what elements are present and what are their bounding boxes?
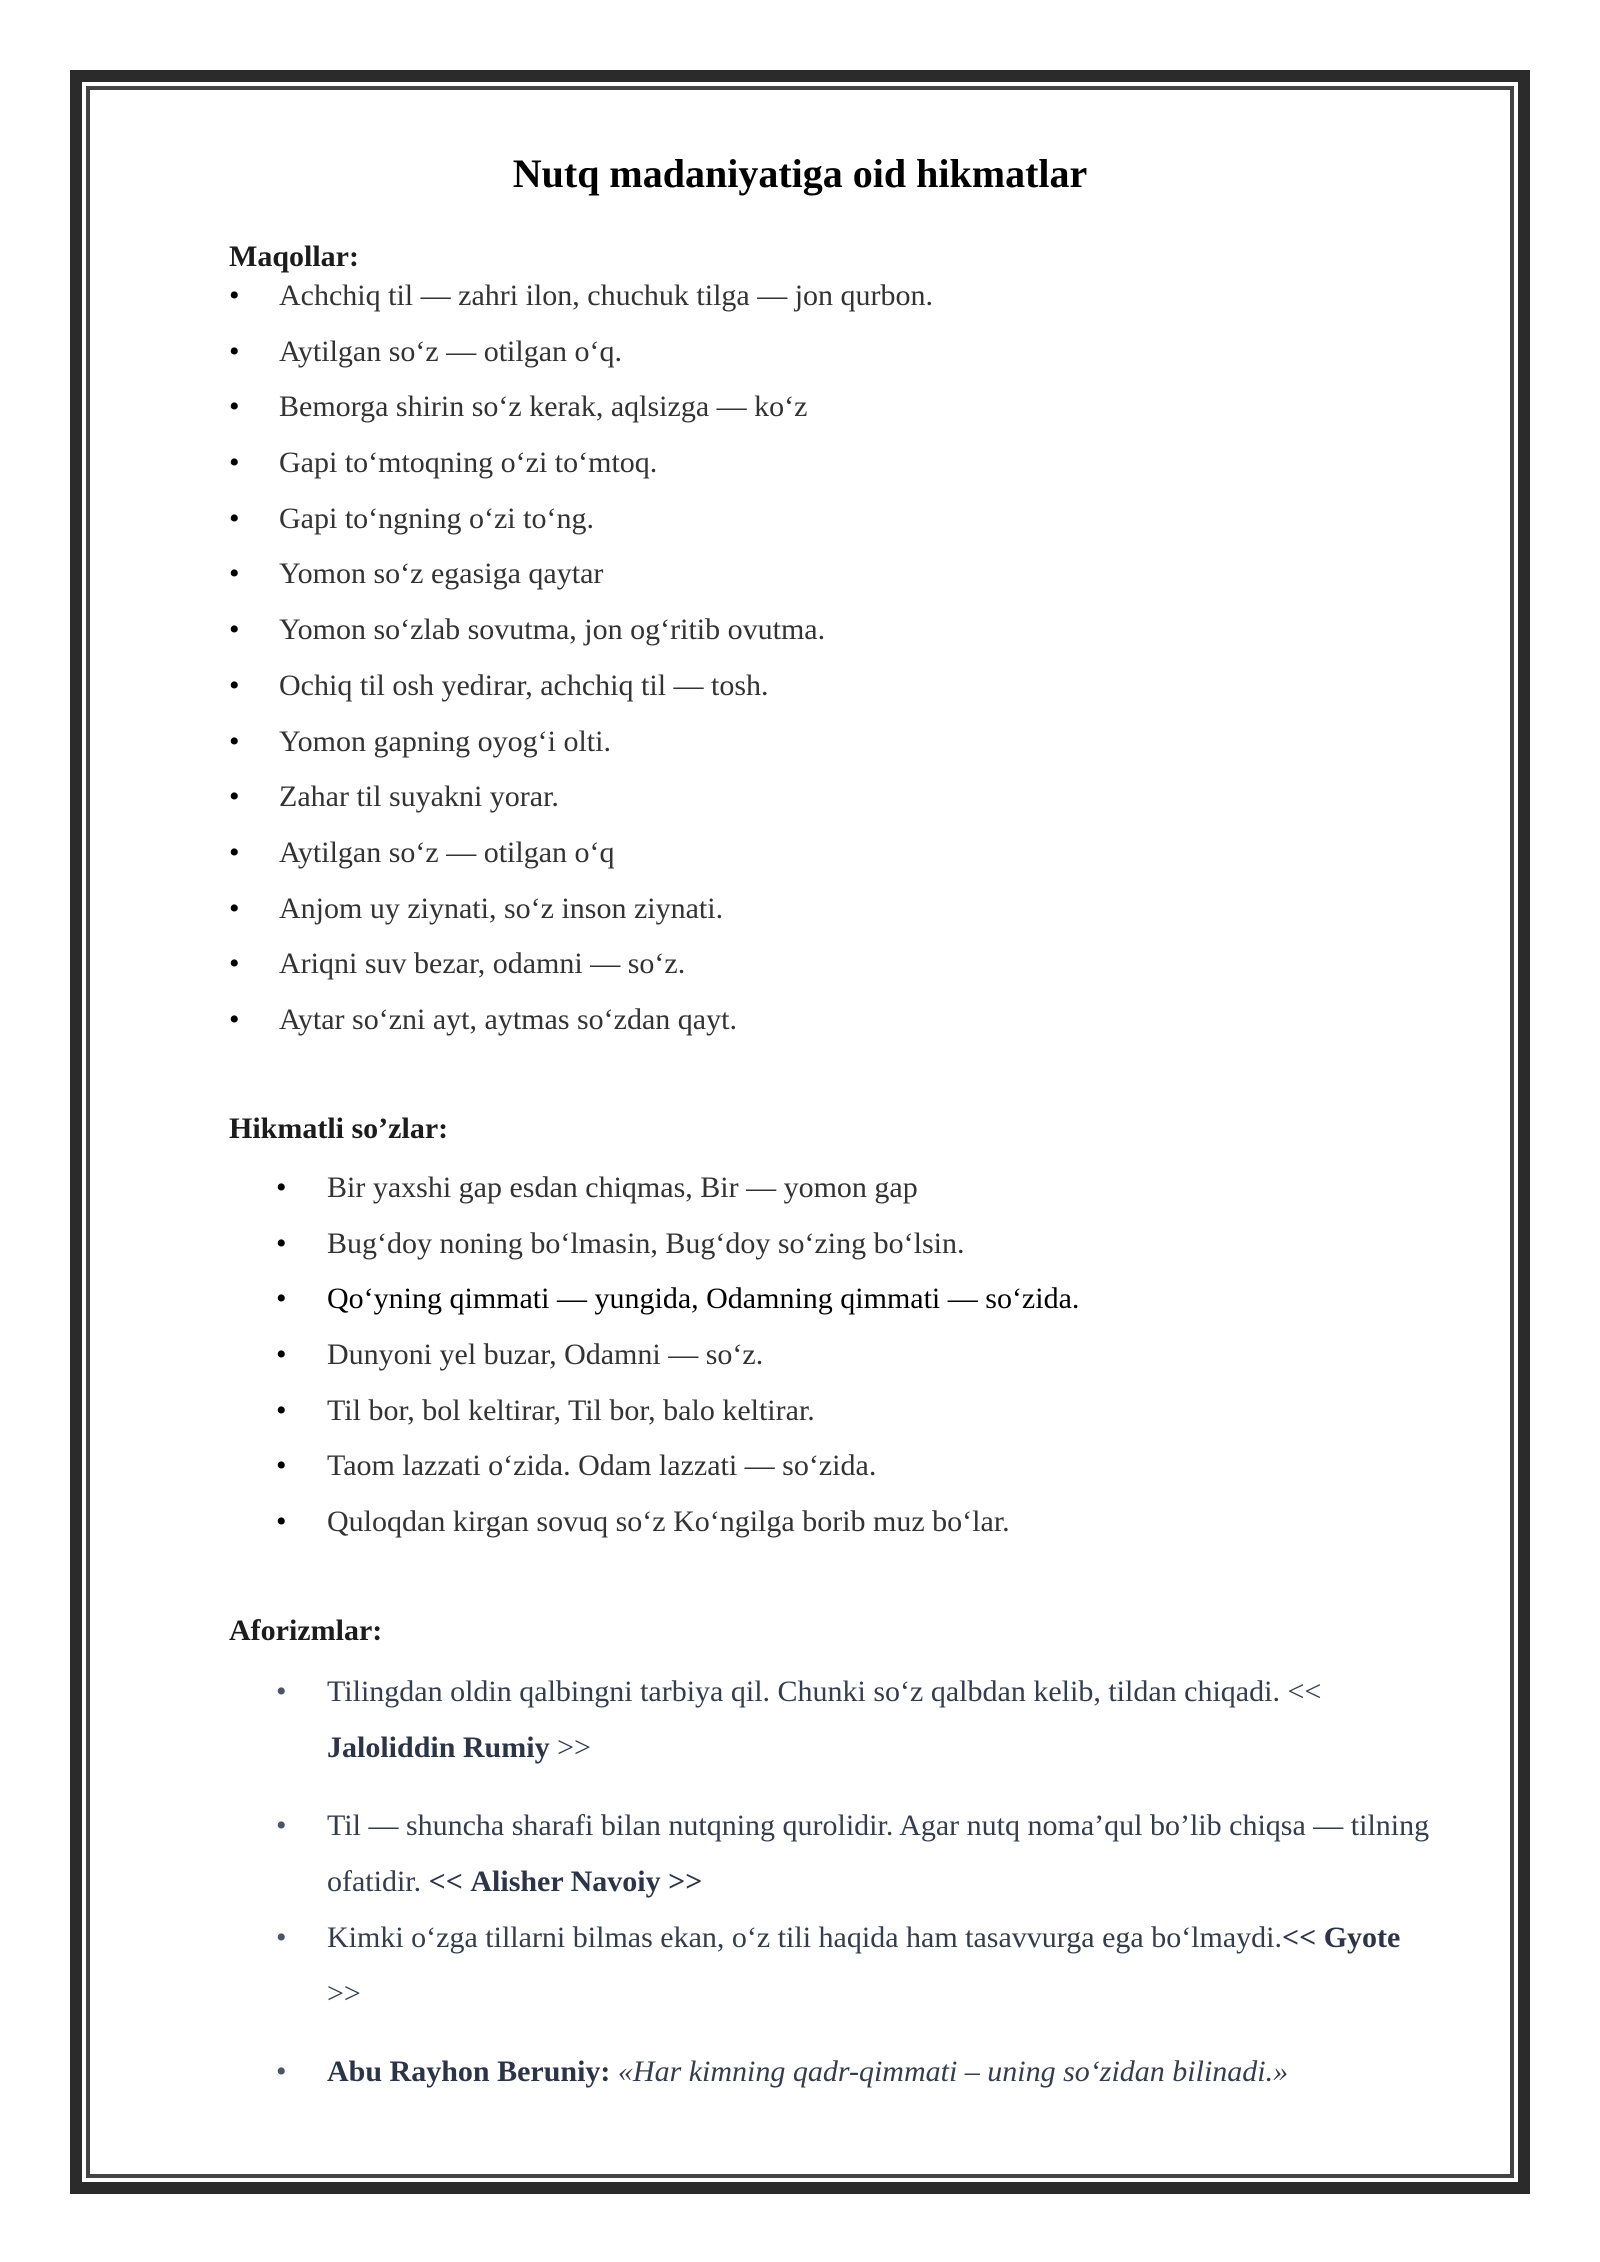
list-item: • Gapi to‘ngning o‘zi to‘ng. bbox=[229, 499, 933, 555]
list-item: • Achchiq til — zahri ilon, chuchuk tilga — jon qurbon. bbox=[229, 276, 933, 332]
aforizm-author: Gyote bbox=[1323, 1921, 1401, 1954]
bullet-icon: • bbox=[229, 724, 240, 758]
aforizm-quote: «Har kimning qadr-qimmati – uning so‘zidan bilinadi.» bbox=[617, 2055, 1289, 2088]
aforizm-text: Kimki o‘zga tillarni bilmas ekan, o‘z tili haqida ham tasavvurga ega bo‘lmaydi. bbox=[327, 1921, 1283, 1954]
bullet-icon: • bbox=[276, 1449, 287, 1483]
bullet-icon: • bbox=[276, 1921, 287, 1954]
section-heading-hikmatli: Hikmatli so’zlar: bbox=[229, 1112, 449, 1145]
list-item: • Anjom uy ziynati, so‘z inson ziynati. bbox=[229, 889, 933, 945]
bullet-icon: • bbox=[229, 390, 240, 424]
list-item: • Bir yaxshi gap esdan chiqmas, Bir — yomon gap bbox=[276, 1168, 1079, 1224]
bullet-icon: • bbox=[276, 1505, 287, 1539]
list-item: • Gapi to‘mtoqning o‘zi to‘mtoq. bbox=[229, 443, 933, 499]
bullet-icon: • bbox=[229, 613, 240, 647]
page-title: Nutq madaniyatiga oid hikmatlar bbox=[512, 151, 1088, 196]
aforizm-close: >> bbox=[557, 1731, 591, 1764]
list-item: • Aytilgan so‘z — otilgan o‘q. bbox=[229, 332, 933, 388]
list-item: • Yomon gapning oyog‘i olti. bbox=[229, 722, 933, 778]
bullet-icon: • bbox=[229, 891, 240, 925]
section-heading-aforizmlar: Aforizmlar: bbox=[229, 1614, 383, 1647]
bullet-icon: • bbox=[276, 1675, 287, 1708]
aforizm-close: >> bbox=[327, 1977, 361, 2010]
bullet-icon: • bbox=[229, 947, 240, 981]
list-item: • Bug‘doy noning bo‘lmasin, Bug‘doy so‘zing bo‘lsin. bbox=[276, 1224, 1079, 1280]
aforizm-open: << bbox=[1282, 1921, 1317, 1954]
bullet-icon: • bbox=[276, 1393, 287, 1427]
list-item: • Bemorga shirin so‘z kerak, aqlsizga — ko‘z bbox=[229, 387, 933, 443]
list-item: • Qo‘yning qimmati — yungida, Odamning qimmati — so‘zida. bbox=[276, 1279, 1079, 1335]
bullet-icon: • bbox=[229, 279, 240, 312]
aforizm-text: Til — shuncha sharafi bilan nutqning qurolidir. Agar nutq noma’qul bo’lib chiqsa — tilning ofatidir. bbox=[327, 1809, 1430, 1898]
bullet-icon: • bbox=[276, 2055, 287, 2088]
list-item: • Quloqdan kirgan sovuq so‘z Ko‘ngilga borib muz bo‘lar. bbox=[276, 1502, 1079, 1558]
list-item: • Ochiq til osh yedirar, achchiq til — tosh. bbox=[229, 666, 933, 722]
bullet-icon: • bbox=[276, 1282, 287, 1316]
hikmatli-list bbox=[276, 1168, 1079, 1558]
aforizm-open: << bbox=[428, 1865, 463, 1898]
list-item: • Yomon so‘z egasiga qaytar bbox=[229, 554, 933, 610]
bullet-icon: • bbox=[229, 835, 240, 869]
bullet-icon: • bbox=[229, 501, 240, 535]
bullet-icon: • bbox=[276, 1171, 287, 1204]
list-item: • Aytar so‘zni ayt, aytmas so‘zdan qayt. bbox=[229, 1000, 933, 1056]
bullet-icon: • bbox=[276, 1226, 287, 1260]
aforizm-item bbox=[276, 2044, 1506, 2100]
aforizm-item bbox=[276, 1910, 1536, 2022]
list-item: • Aytilgan so‘z — otilgan o‘q bbox=[229, 833, 933, 889]
aforizm-item bbox=[276, 1798, 1506, 1910]
aforizm-text: Tilingdan oldin qalbingni tarbiya qil. Chunki so‘z qalbdan kelib, tildan chiqadi. << bbox=[327, 1675, 1322, 1708]
list-item: • Til bor, bol keltirar, Til bor, balo keltirar. bbox=[276, 1391, 1079, 1447]
bullet-icon: • bbox=[276, 1338, 287, 1372]
list-item: • Zahar til suyakni yorar. bbox=[229, 777, 933, 833]
list-item: • Dunyoni yel buzar, Odamni — so‘z. bbox=[276, 1335, 1079, 1391]
aforizm-close: >> bbox=[668, 1865, 703, 1898]
list-item: • Yomon so‘zlab sovutma, jon og‘ritib ovutma. bbox=[229, 610, 933, 666]
list-item: • Ariqni suv bezar, odamni — so‘z. bbox=[229, 944, 933, 1000]
aforizm-author: Abu Rayhon Beruniy: bbox=[327, 2055, 611, 2088]
bullet-icon: • bbox=[229, 1002, 240, 1036]
list-item: • Taom lazzati o‘zida. Odam lazzati — so‘zida. bbox=[276, 1446, 1079, 1502]
bullet-icon: • bbox=[229, 446, 240, 480]
bullet-icon: • bbox=[276, 1809, 287, 1842]
bullet-icon: • bbox=[229, 557, 240, 591]
section-heading-maqollar: Maqollar: bbox=[229, 240, 359, 273]
bullet-icon: • bbox=[229, 334, 240, 368]
maqollar-list bbox=[229, 276, 933, 1056]
aforizm-author: Alisher Navoiy bbox=[470, 1865, 661, 1898]
bullet-icon: • bbox=[229, 780, 240, 814]
aforizm-item bbox=[276, 1664, 1506, 1776]
aforizm-author: Jaloliddin Rumiy bbox=[327, 1731, 550, 1764]
bullet-icon: • bbox=[229, 668, 240, 702]
